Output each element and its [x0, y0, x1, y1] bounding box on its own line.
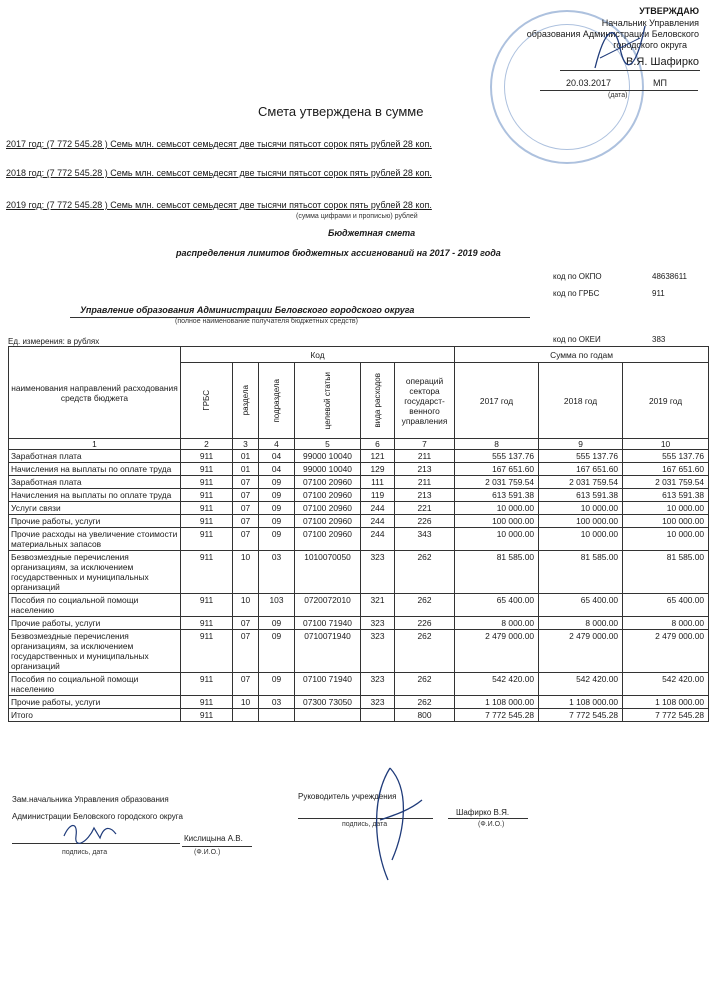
- header-2019: 2019 год: [623, 363, 709, 439]
- cell-grbs: 911: [181, 709, 233, 722]
- table-row: [9, 617, 709, 630]
- cell-grbs: 911: [181, 630, 233, 673]
- cell-y3: 10 000.00: [623, 528, 709, 551]
- cell-rz: 10: [233, 594, 259, 617]
- cell-y1: 10 000.00: [455, 502, 539, 515]
- cell-cs: 99000 10040: [295, 450, 361, 463]
- cell-pr: 03: [259, 551, 295, 594]
- table-row: [9, 463, 709, 476]
- recipient-name: Управление образования Администрации Беловского городского округа: [80, 305, 415, 315]
- cell-y1: 81 585.00: [455, 551, 539, 594]
- cell-pr: 09: [259, 515, 295, 528]
- cell-y1: 7 772 545.28: [455, 709, 539, 722]
- header-2018: 2018 год: [539, 363, 623, 439]
- table-row: [9, 450, 709, 463]
- cell-grbs: 911: [181, 551, 233, 594]
- cell-cs: 07100 71940: [295, 617, 361, 630]
- cell-kosgu: 262: [395, 630, 455, 673]
- header-kosgu: операций сектора государст-венного управления: [395, 363, 455, 439]
- approval-line1: Начальник Управления: [601, 18, 699, 28]
- approval-date: 20.03.2017: [566, 78, 612, 88]
- cell-pr: 03: [259, 696, 295, 709]
- cell-kosgu: 226: [395, 617, 455, 630]
- cell-kosgu: 262: [395, 673, 455, 696]
- cell-pr: 09: [259, 489, 295, 502]
- cell-y3: 100 000.00: [623, 515, 709, 528]
- approval-title: УТВЕРЖДАЮ: [639, 6, 699, 16]
- grbs-label: код по ГРБС: [553, 289, 600, 298]
- cell-pr: [259, 709, 295, 722]
- cell-rz: 07: [233, 515, 259, 528]
- cell-y2: 81 585.00: [539, 551, 623, 594]
- table-row: [9, 502, 709, 515]
- header-vr: вида расходов: [361, 363, 395, 439]
- header-code: Код: [181, 347, 455, 363]
- right-signer-name: Шафирко В.Я.: [456, 808, 510, 817]
- cell-y3: 81 585.00: [623, 551, 709, 594]
- column-number: 1: [9, 439, 181, 450]
- approval-name: В.Я. Шафирко: [625, 56, 699, 68]
- cell-name: Прочие работы, услуги: [9, 617, 181, 630]
- header-2017: 2017 год: [455, 363, 539, 439]
- cell-kosgu: 213: [395, 489, 455, 502]
- cell-kosgu: 211: [395, 450, 455, 463]
- cell-vr: 323: [361, 696, 395, 709]
- right-signer-title: Руководитель учреждения: [298, 792, 397, 801]
- cell-cs: 07100 71940: [295, 673, 361, 696]
- sum-2017: 2017 год: (7 772 545.28 ) Семь млн. семьсот семьдесят две тысячи пятьсот сорок пять рублей 28 коп.: [6, 139, 432, 149]
- header-razdel: раздела: [233, 363, 259, 439]
- cell-vr: 323: [361, 551, 395, 594]
- cell-name: Пособия по социальной помощи населению: [9, 673, 181, 696]
- column-number: 5: [295, 439, 361, 450]
- cell-rz: 07: [233, 476, 259, 489]
- cell-cs: 07100 20960: [295, 515, 361, 528]
- sum-2019: 2019 год: (7 772 545.28 ) Семь млн. семьсот семьдесят две тысячи пятьсот сорок пять рублей 28 коп.: [6, 200, 432, 210]
- cell-rz: 07: [233, 673, 259, 696]
- left-name-line: [182, 846, 252, 847]
- cell-vr: 244: [361, 515, 395, 528]
- cell-rz: 07: [233, 630, 259, 673]
- cell-rz: 07: [233, 489, 259, 502]
- table-row: [9, 551, 709, 594]
- cell-y1: 542 420.00: [455, 673, 539, 696]
- recipient-caption: (полное наименование получателя бюджетных средств): [175, 318, 358, 325]
- cell-pr: 04: [259, 450, 295, 463]
- cell-vr: 129: [361, 463, 395, 476]
- table-row: [9, 528, 709, 551]
- approval-date-caption: (дата): [608, 92, 628, 99]
- table-row: [9, 673, 709, 696]
- okei-label: код по ОКЕИ: [553, 335, 601, 344]
- cell-y2: 613 591.38: [539, 489, 623, 502]
- cell-pr: 04: [259, 463, 295, 476]
- cell-y2: 8 000.00: [539, 617, 623, 630]
- column-number: 7: [395, 439, 455, 450]
- budget-table: [8, 346, 709, 722]
- cell-kosgu: 262: [395, 594, 455, 617]
- left-signer-line2: Администрации Беловского городского округа: [12, 812, 183, 821]
- cell-grbs: 911: [181, 594, 233, 617]
- column-number: 6: [361, 439, 395, 450]
- okpo-value: 48638611: [652, 272, 687, 281]
- cell-cs: 07100 20960: [295, 502, 361, 515]
- grbs-value: 911: [652, 289, 665, 298]
- cell-cs: 1010070050: [295, 551, 361, 594]
- cell-name: Прочие расходы на увеличение стоимости материальных запасов: [9, 528, 181, 551]
- header-cs: целевой статьи: [295, 363, 361, 439]
- cell-y2: 100 000.00: [539, 515, 623, 528]
- cell-grbs: 911: [181, 502, 233, 515]
- cell-y2: 10 000.00: [539, 528, 623, 551]
- header-sum: Сумма по годам: [455, 347, 709, 363]
- cell-y1: 1 108 000.00: [455, 696, 539, 709]
- cell-vr: 244: [361, 502, 395, 515]
- cell-cs: [295, 709, 361, 722]
- cell-rz: 10: [233, 696, 259, 709]
- cell-rz: 01: [233, 450, 259, 463]
- column-number: 4: [259, 439, 295, 450]
- cell-grbs: 911: [181, 515, 233, 528]
- cell-y1: 2 479 000.00: [455, 630, 539, 673]
- cell-pr: 09: [259, 476, 295, 489]
- right-signature: [360, 760, 430, 885]
- cell-name: Начисления на выплаты по оплате труда: [9, 463, 181, 476]
- cell-rz: 07: [233, 528, 259, 551]
- cell-cs: 0720072010: [295, 594, 361, 617]
- approval-line3: городского округа: [613, 40, 687, 50]
- column-number: 3: [233, 439, 259, 450]
- table-row: [9, 696, 709, 709]
- cell-vr: 323: [361, 630, 395, 673]
- cell-y3: 2 031 759.54: [623, 476, 709, 489]
- approval-line2: образования Администрации Беловского: [526, 29, 699, 39]
- cell-grbs: 911: [181, 696, 233, 709]
- cell-y2: 2 479 000.00: [539, 630, 623, 673]
- cell-y2: 7 772 545.28: [539, 709, 623, 722]
- cell-y1: 100 000.00: [455, 515, 539, 528]
- cell-y3: 2 479 000.00: [623, 630, 709, 673]
- cell-kosgu: 226: [395, 515, 455, 528]
- cell-vr: 111: [361, 476, 395, 489]
- cell-y2: 1 108 000.00: [539, 696, 623, 709]
- sum-caption: (сумма цифрами и прописью) рублей: [296, 213, 418, 220]
- cell-kosgu: 211: [395, 476, 455, 489]
- cell-grbs: 911: [181, 463, 233, 476]
- column-number: 9: [539, 439, 623, 450]
- column-number: 2: [181, 439, 233, 450]
- cell-y3: 167 651.60: [623, 463, 709, 476]
- table-row: [9, 630, 709, 673]
- cell-pr: 09: [259, 673, 295, 696]
- okpo-label: код по ОКПО: [553, 272, 602, 281]
- cell-name: Итого: [9, 709, 181, 722]
- cell-rz: [233, 709, 259, 722]
- cell-y1: 8 000.00: [455, 617, 539, 630]
- unit-label: Ед. измерения: в рублях: [8, 337, 100, 346]
- cell-cs: 07100 20960: [295, 476, 361, 489]
- cell-y1: 10 000.00: [455, 528, 539, 551]
- left-caption-sign: подпись, дата: [62, 849, 108, 856]
- cell-kosgu: 221: [395, 502, 455, 515]
- cell-pr: 09: [259, 617, 295, 630]
- cell-vr: 244: [361, 528, 395, 551]
- cell-name: Пособия по социальной помощи населению: [9, 594, 181, 617]
- cell-rz: 07: [233, 502, 259, 515]
- cell-y2: 167 651.60: [539, 463, 623, 476]
- cell-y1: 2 031 759.54: [455, 476, 539, 489]
- table-row: [9, 476, 709, 489]
- cell-pr: 09: [259, 528, 295, 551]
- cell-pr: 09: [259, 502, 295, 515]
- left-signature: [60, 818, 120, 846]
- table-row: [9, 709, 709, 722]
- cell-y3: 555 137.76: [623, 450, 709, 463]
- cell-grbs: 911: [181, 489, 233, 502]
- cell-name: Безвозмездные перечисления организациям, за исключением государственных и муниципальных организаций: [9, 630, 181, 673]
- column-number: 10: [623, 439, 709, 450]
- cell-name: Начисления на выплаты по оплате труда: [9, 489, 181, 502]
- cell-y1: 167 651.60: [455, 463, 539, 476]
- cell-y3: 1 108 000.00: [623, 696, 709, 709]
- doc-subtitle: распределения лимитов бюджетных ассигнований на 2017 - 2019 года: [176, 248, 501, 258]
- column-number: 8: [455, 439, 539, 450]
- cell-y2: 542 420.00: [539, 673, 623, 696]
- right-caption-fio: (Ф.И.О.): [478, 821, 505, 828]
- sum-2018: 2018 год: (7 772 545.28 ) Семь млн. семьсот семьдесят две тысячи пятьсот сорок пять рублей 28 коп.: [6, 168, 432, 178]
- cell-y2: 2 031 759.54: [539, 476, 623, 489]
- cell-rz: 01: [233, 463, 259, 476]
- cell-vr: 121: [361, 450, 395, 463]
- cell-y1: 613 591.38: [455, 489, 539, 502]
- left-signer-line1: Зам.начальника Управления образования: [12, 795, 169, 804]
- cell-kosgu: 213: [395, 463, 455, 476]
- okei-value: 383: [652, 335, 666, 344]
- cell-kosgu: 262: [395, 696, 455, 709]
- cell-y2: 555 137.76: [539, 450, 623, 463]
- cell-name: Заработная плата: [9, 476, 181, 489]
- cell-rz: 07: [233, 617, 259, 630]
- cell-y3: 8 000.00: [623, 617, 709, 630]
- cell-vr: 119: [361, 489, 395, 502]
- cell-grbs: 911: [181, 617, 233, 630]
- cell-name: Прочие работы, услуги: [9, 515, 181, 528]
- doc-title: Бюджетная смета: [328, 228, 416, 238]
- left-caption-fio: (Ф.И.О.): [194, 849, 221, 856]
- cell-cs: 07100 20960: [295, 528, 361, 551]
- cell-vr: 321: [361, 594, 395, 617]
- right-name-line: [448, 818, 528, 819]
- cell-grbs: 911: [181, 476, 233, 489]
- cell-kosgu: 343: [395, 528, 455, 551]
- approval-date-line: [540, 90, 698, 91]
- cell-y3: 10 000.00: [623, 502, 709, 515]
- cell-vr: 323: [361, 673, 395, 696]
- header-podrazdel: подраздела: [259, 363, 295, 439]
- cell-y3: 7 772 545.28: [623, 709, 709, 722]
- cell-pr: 103: [259, 594, 295, 617]
- approval-mp: МП: [653, 78, 667, 88]
- table-row: [9, 594, 709, 617]
- cell-name: Заработная плата: [9, 450, 181, 463]
- cell-grbs: 911: [181, 673, 233, 696]
- cell-name: Прочие работы, услуги: [9, 696, 181, 709]
- table-row: [9, 515, 709, 528]
- cell-grbs: 911: [181, 528, 233, 551]
- cell-kosgu: 800: [395, 709, 455, 722]
- cell-y3: 65 400.00: [623, 594, 709, 617]
- cell-name: Безвозмездные перечисления организациям, за исключением государственных и муниципальных организаций: [9, 551, 181, 594]
- table-row: [9, 489, 709, 502]
- cell-y1: 555 137.76: [455, 450, 539, 463]
- cell-vr: [361, 709, 395, 722]
- cell-grbs: 911: [181, 450, 233, 463]
- left-signer-name: Кислицына А.В.: [184, 834, 243, 843]
- right-caption-sign: подпись, дата: [342, 821, 388, 828]
- cell-cs: 0710071940: [295, 630, 361, 673]
- cell-name: Услуги связи: [9, 502, 181, 515]
- header-name: наименования направлений расходования средств бюджета: [9, 347, 181, 439]
- cell-cs: 07300 73050: [295, 696, 361, 709]
- cell-pr: 09: [259, 630, 295, 673]
- column-numbers-row: [9, 439, 709, 450]
- cell-cs: 07100 20960: [295, 489, 361, 502]
- cell-cs: 99000 10040: [295, 463, 361, 476]
- cell-vr: 323: [361, 617, 395, 630]
- cell-rz: 10: [233, 551, 259, 594]
- approval-signature: [590, 18, 650, 78]
- cell-y1: 65 400.00: [455, 594, 539, 617]
- cell-kosgu: 262: [395, 551, 455, 594]
- cell-y3: 542 420.00: [623, 673, 709, 696]
- cell-y2: 10 000.00: [539, 502, 623, 515]
- cell-y3: 613 591.38: [623, 489, 709, 502]
- cell-y2: 65 400.00: [539, 594, 623, 617]
- header-grbs: ГРБС: [181, 363, 233, 439]
- sum-title: Смета утверждена в сумме: [258, 104, 424, 119]
